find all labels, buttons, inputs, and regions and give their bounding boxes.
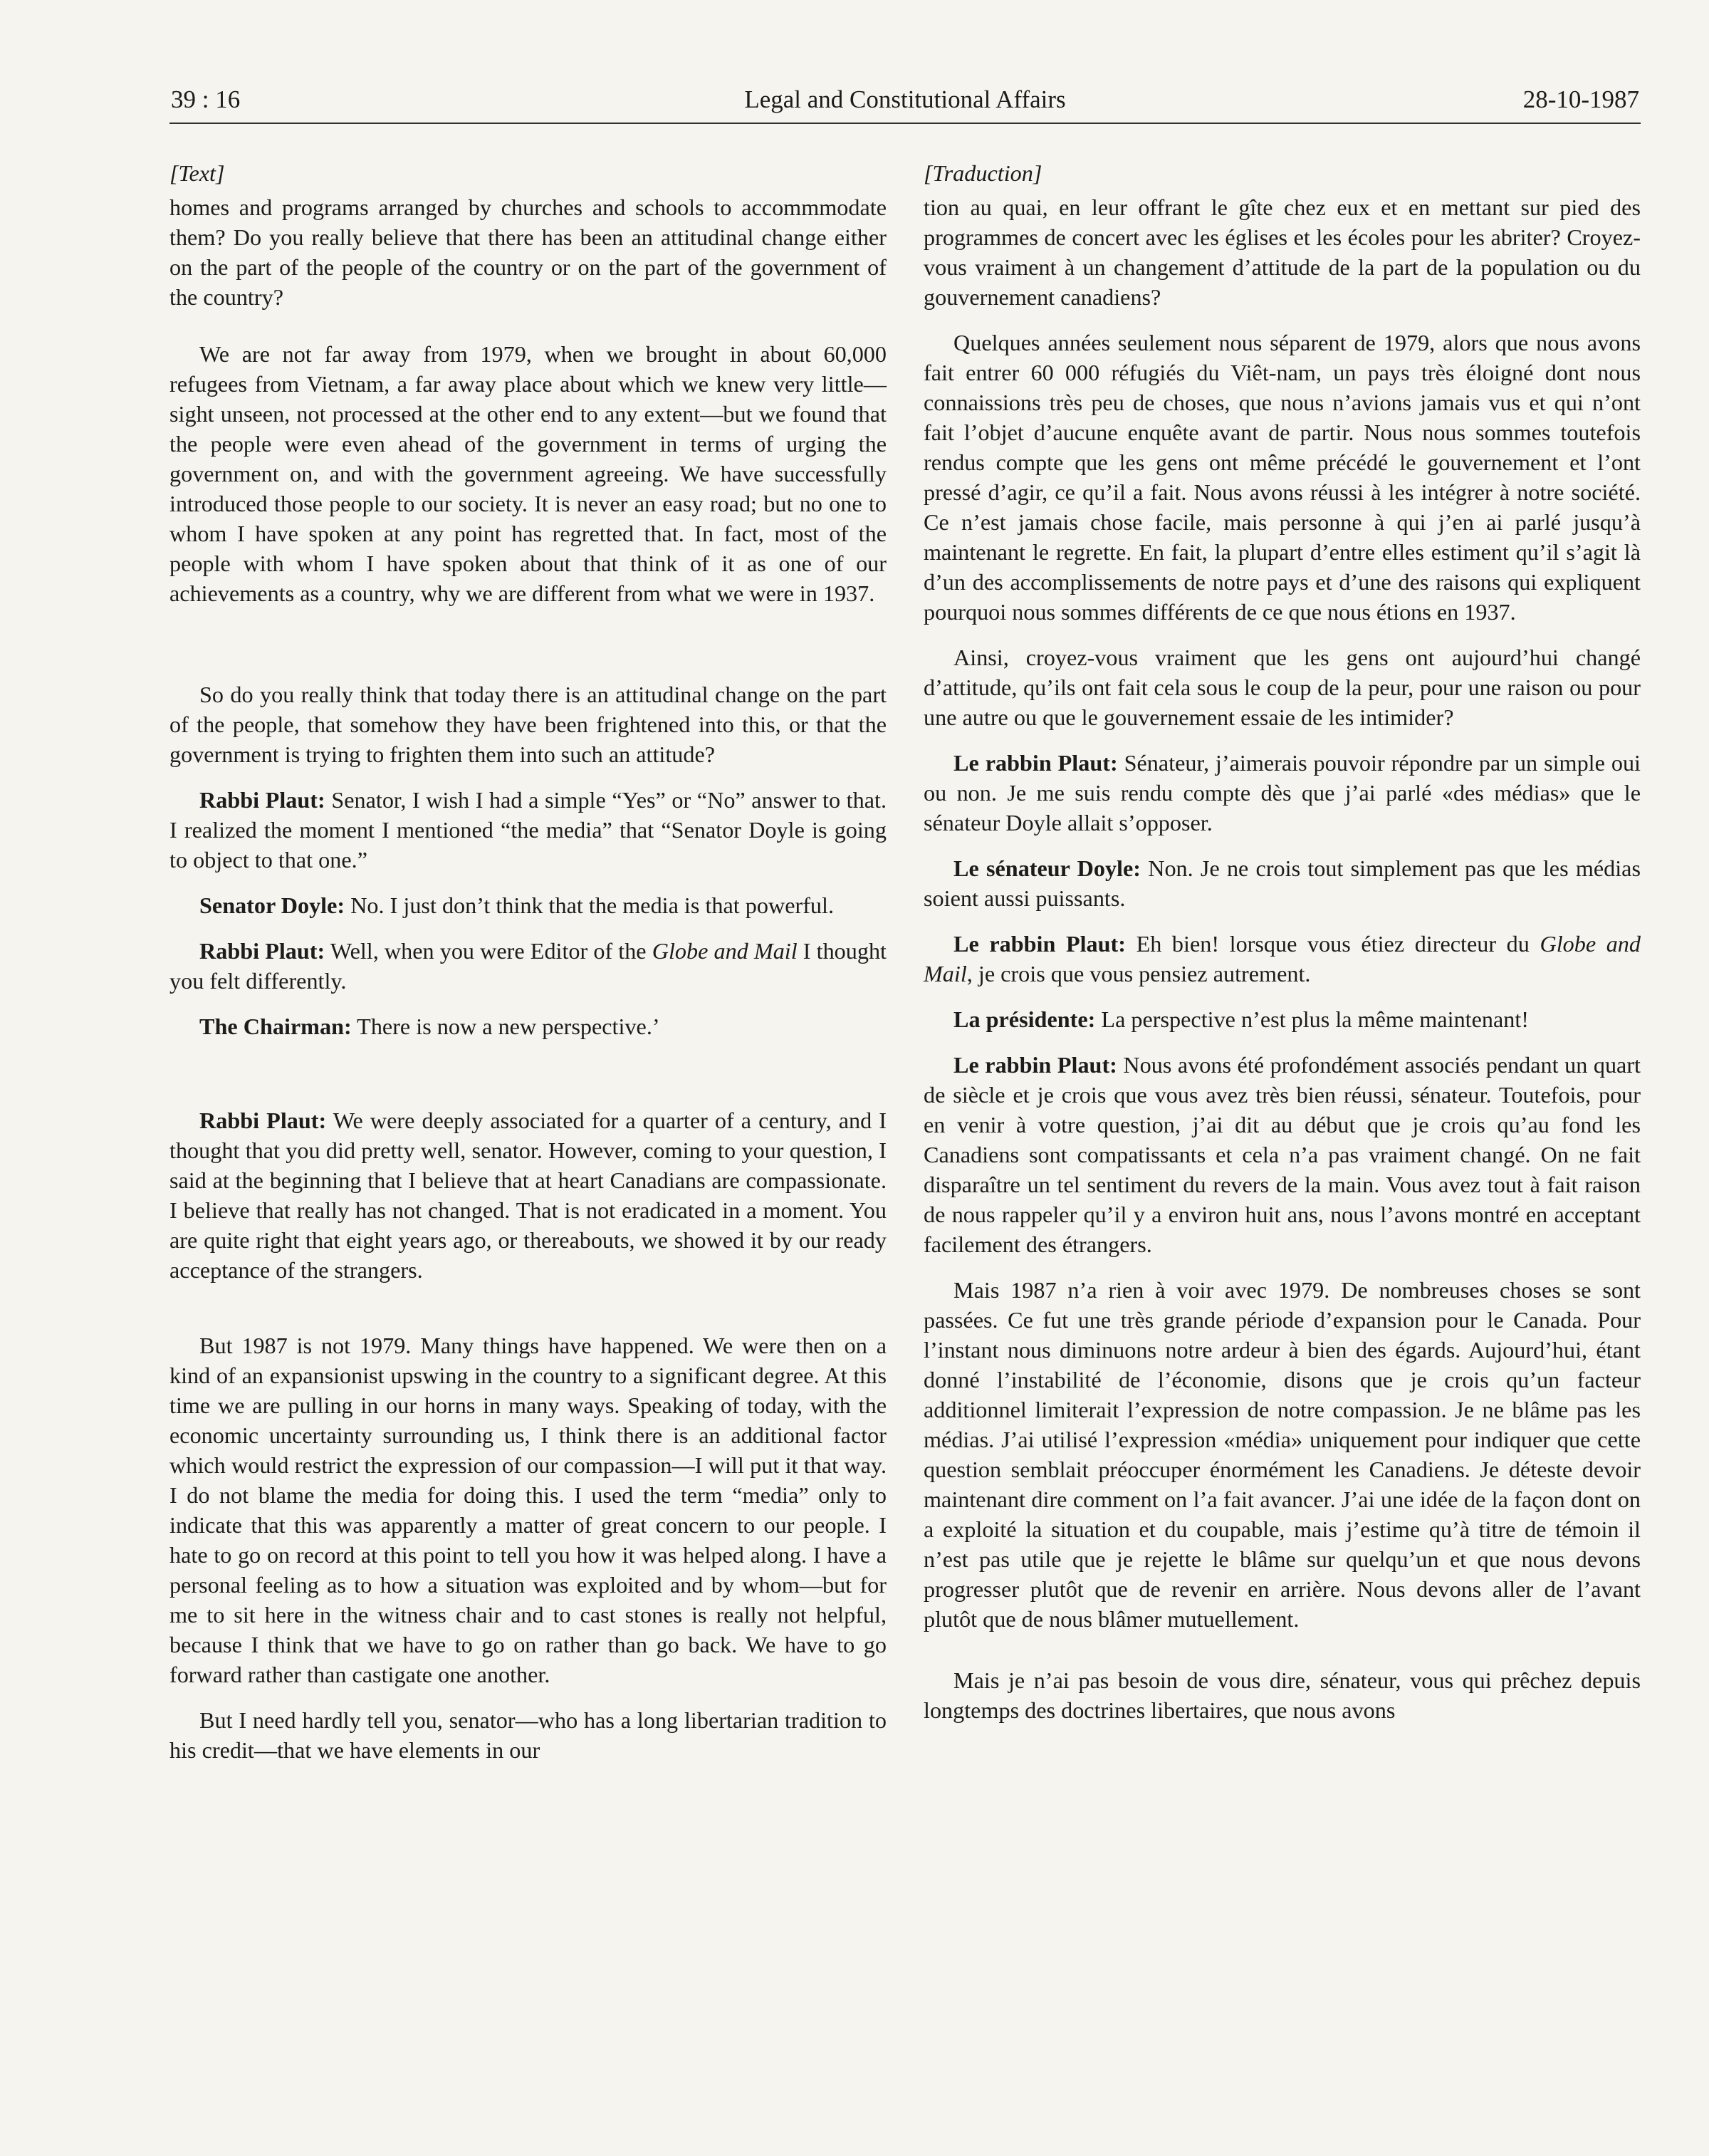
speaker-turn: Le rabbin Plaut: Nous avons été profondément associés pendant un quart de siècle et je crois que vous avez très bien réussi, sénateur. Toutefois, pour en venir à votre question, j’ai dit au début que je crois qu’au fond les Canadiens sont compatissants et cela n’a pas vraiment changé. On ne fait disparaître un tel sentiment du revers de la main. Vous avez tout à fait raison de nous rappeler qu’il y a environ huit ans, nous l’avons montré en acceptant facilement des étrangers. — [924, 1052, 1641, 1257]
speaker-name: Rabbi Plaut: — [199, 1108, 327, 1133]
speaker-turn: Le sénateur Doyle: Non. Je ne crois tout simplement pas que les médias soient aussi puissants. — [924, 855, 1641, 911]
paragraph: But 1987 is not 1979. Many things have happened. We were then on a kind of an expansionist upswing in the country to a significant degree. At this time we are pulling in our horns in many ways. Speaking of today, with the economic uncertainty surrounding us, I think there is an additional factor which would restrict the expression of our compassion—I will put it that way. I do not blame the media for doing this. I used the term “media” only to indicate that this was apparently a matter of great concern to our people. I hate to go on record at this point to tell you how it was helped along. I have a personal feeling as to how a situation was exploited and by whom—but for me to sit here in the witness chair and to cast stones is really not helpful, because I think that we have to go on rather than go back. We have to go forward rather than castigate one another. — [169, 1333, 887, 1687]
page-number: 39 : 16 — [171, 85, 241, 113]
paragraph: homes and programs arranged by churches and schools to accommmodate them? Do you really believe that there has been an attitudinal change either on the part of the people of the country or on the part of the government of the country? — [169, 194, 887, 310]
paragraph: Quelques années seulement nous séparent de 1979, alors que nous avons fait entrer 60 000 réfugiés du Viêt-nam, un pays très éloigné dont nous connaissions très peu de choses, que nous n’avions jamais vus et qui n’ont fait l’objet d’aucune enquête avant de partir. Nous nous sommes toutefois rendus compte que les gens ont même précédé le gouvernement et l’ont pressé d’agir, ce qu’il a fait. Nous avons réussi à les intégrer à notre société. Ce n’est jamais chose facile, mais personne à qui j’en ai parlé jusqu’à maintenant le regrette. En fait, la plupart d’entre elles estiment qu’il s’agit là d’un des accomplissements de notre pays et d’une des raisons qui expliquent pourquoi nous sommes différents de ce que nous étions en 1937. — [924, 330, 1641, 625]
paragraph: Ainsi, croyez-vous vraiment que les gens ont aujourd’hui changé d’attitude, qu’ils ont fait cela sous le coup de la peur, pour une raison ou pour une autre ou que le gouvernement essaie de les intimider? — [924, 645, 1641, 730]
french-column — [924, 158, 1641, 2067]
speaker-name: Le sénateur Doyle: — [953, 855, 1141, 881]
speaker-name: Le rabbin Plaut: — [953, 750, 1118, 776]
speaker-turn: Le rabbin Plaut: Eh bien! lorsque vous étiez directeur du Globe and Mail, je crois que vous pensiez autrement. — [924, 931, 1641, 986]
speaker-turn: La présidente: La perspective n’est plus la même maintenant! — [953, 1006, 1530, 1032]
speaker-name: Senator Doyle: — [199, 892, 345, 918]
paragraph: tion au quai, en leur offrant le gîte chez eux et en mettant sur pied des programmes de concert avec les églises et les écoles pour les abriter? Croyez-vous vraiment à un changement d’attitude de la part de la population ou du gouvernement canadiens? — [924, 194, 1641, 310]
section-tag: [Text] — [169, 160, 225, 186]
speaker-turn: Senator Doyle: No. I just don’t think that the media is that powerful. — [199, 892, 835, 918]
paragraph: So do you really think that today there is an attitudinal change on the part of the people, that somehow they have been frightened into this, or that the government is trying to frighten them into such an attitude? — [169, 682, 887, 767]
speaker-name: Rabbi Plaut: — [199, 938, 325, 964]
english-column — [169, 158, 887, 2067]
speaker-name: Le rabbin Plaut: — [953, 931, 1126, 957]
speaker-name: Rabbi Plaut: — [199, 787, 325, 813]
publication-title: Legal and Constitutional Affairs — [744, 85, 1066, 113]
paragraph: Mais je n’ai pas besoin de vous dire, sénateur, vous qui prêchez depuis longtemps des doctrines libertaires, que nous avons — [924, 1667, 1641, 1723]
paragraph: But I need hardly tell you, senator—who has a long libertarian tradition to his credit—that we have elements in our — [169, 1707, 887, 1763]
header-date: 28-10-1987 — [1522, 85, 1639, 113]
speaker-name: Le rabbin Plaut: — [953, 1052, 1117, 1078]
speaker-turn: Rabbi Plaut: Well, when you were Editor of the Globe and Mail I thought you felt differently. — [169, 938, 887, 994]
page-header — [169, 78, 1641, 124]
speaker-turn: The Chairman: There is now a new perspective.’ — [199, 1014, 660, 1039]
paragraph: Mais 1987 n’a rien à voir avec 1979. De nombreuses choses se sont passées. Ce fut une très grande période d’expansion pour le Canada. Pour l’instant nous diminuons notre ardeur à bien des égards. Aujourd’hui, étant donné l’instabilité de l’économie, disons que je crois qu’un facteur additionnel limiterait l’expression de notre compassion. Je ne blâme pas les médias. J’ai utilisé l’expression «média» uniquement pour indiquer que cette question semblait préoccuper énormément les Canadiens. Je déteste devoir maintenant dire comment on l’a fait avancer. J’ai une idée de la façon dont on a exploité la situation et du coupable, mais j’estime qu’à titre de témoin il n’est pas utile que je rejette le blâme sur quelqu’un et que nous devons progresser plutôt que de revenir en arrière. Nous devons aller de l’avant plutôt que de nous blâmer mutuellement. — [924, 1277, 1641, 1632]
speaker-name: The Chairman: — [199, 1014, 352, 1039]
speaker-name: La présidente: — [953, 1006, 1096, 1032]
section-tag: [Traduction] — [924, 160, 1042, 186]
paragraph: We are not far away from 1979, when we brought in about 60,000 refugees from Vietnam, a far away place about which we knew very little—sight unseen, not processed at the other end to any extent—but we found that the people were even ahead of the government in terms of urging the government on, and with the government agreeing. We have successfully introduced those people to our society. It is never an easy road; but no one to whom I have spoken at any point has regretted that. In fact, most of the people with whom I have spoken about that think of it as one of our achievements as a country, why we are different from what we were in 1937. — [169, 341, 887, 606]
speaker-turn: Le rabbin Plaut: Sénateur, j’aimerais pouvoir répondre par un simple oui ou non. Je me suis rendu compte dès que j’ai parlé «des médias» que le sénateur Doyle allait s’opposer. — [924, 750, 1641, 835]
speaker-turn: Rabbi Plaut: We were deeply associated for a quarter of a century, and I thought that you did pretty well, senator. However, coming to your question, I said at the beginning that I believe that at heart Canadians are compassionate. I believe that really has not changed. That is not eradicated in a moment. You are quite right that eight years ago, or thereabouts, we showed it by our ready acceptance of the strangers. — [169, 1108, 887, 1283]
speaker-turn: Rabbi Plaut: Senator, I wish I had a simple “Yes” or “No” answer to that. I realized the moment I mentioned “the media” that “Senator Doyle is going to object to that one.” — [169, 787, 887, 873]
